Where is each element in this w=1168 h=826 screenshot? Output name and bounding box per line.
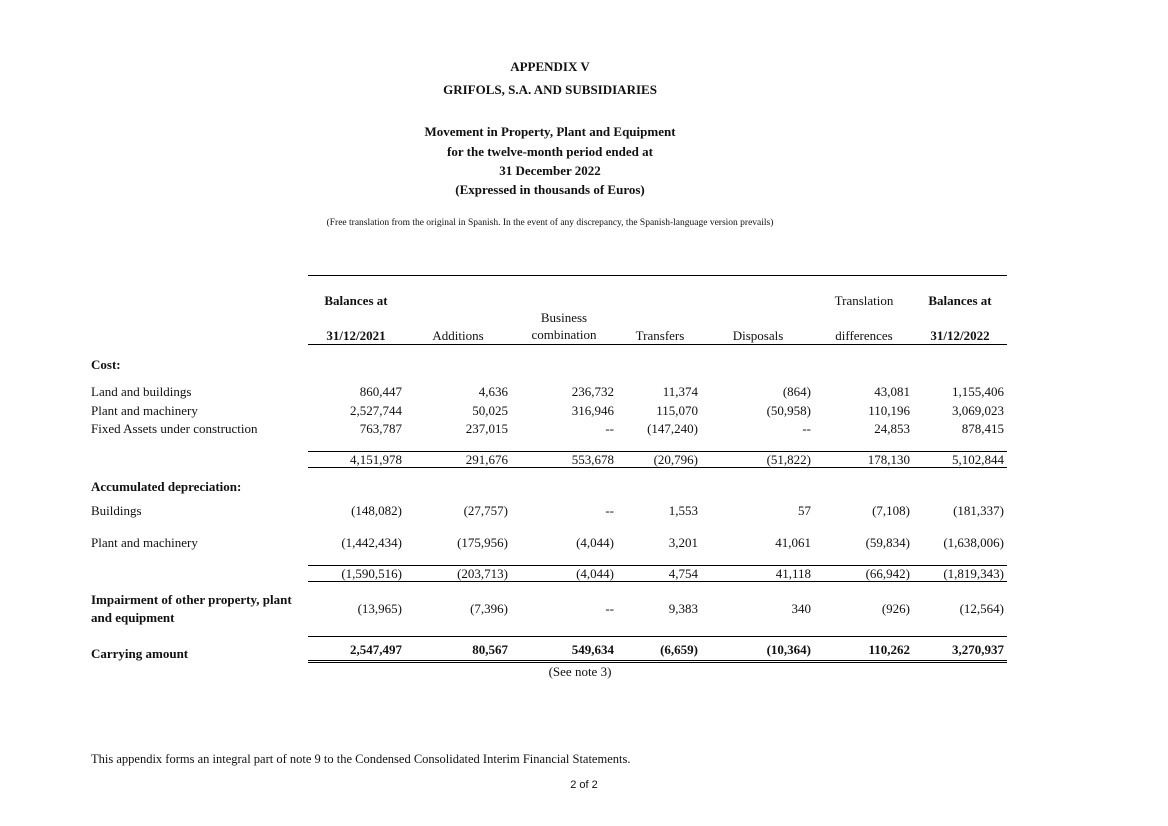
cost-total-top-rule (308, 451, 1007, 452)
value-cell: (6,659) (660, 642, 698, 657)
translation-note: (Free translation from the original in Spanish. In the event of any discrepancy, the Spanish-language version prevails) (326, 218, 774, 228)
value-cell: 43,081 (874, 384, 910, 399)
value-cell: (4,044) (576, 566, 614, 581)
row-label: Buildings (91, 503, 142, 518)
cost-heading: Cost: (91, 357, 121, 372)
carrying-top-rule (308, 636, 1007, 637)
col-translation-top: Translation (834, 293, 894, 308)
value-cell: 110,196 (868, 403, 910, 418)
value-cell: (51,822) (766, 452, 811, 467)
value-cell: (13,965) (357, 601, 402, 616)
value-cell: -- (605, 421, 614, 436)
cost-total-bottom-rule (308, 467, 1007, 468)
value-cell: 2,527,744 (350, 403, 402, 418)
value-cell: (203,713) (457, 566, 508, 581)
value-cell: 763,787 (359, 421, 402, 436)
col-additions: Additions (432, 328, 484, 343)
col-opening-date: 31/12/2021 (326, 328, 386, 343)
value-cell: 549,634 (571, 642, 614, 657)
value-cell: (10,364) (766, 642, 811, 657)
value-cell: 2,547,497 (350, 642, 402, 657)
dep-total-top-rule (308, 565, 1007, 566)
col-closing-date: 31/12/2022 (930, 328, 990, 343)
row-label: Plant and machinery (91, 403, 198, 418)
statement-units: (Expressed in thousands of Euros) (455, 182, 645, 197)
value-cell: (1,590,516) (341, 566, 402, 581)
value-cell: 878,415 (961, 421, 1004, 436)
col-disposals: Disposals (732, 328, 784, 343)
value-cell: 41,118 (775, 566, 811, 581)
value-cell: 1,155,406 (952, 384, 1004, 399)
value-cell: 80,567 (472, 642, 508, 657)
value-cell: 41,061 (775, 535, 811, 550)
value-cell: 237,015 (465, 421, 508, 436)
statement-date: 31 December 2022 (499, 163, 601, 178)
impairment-label-line2: and equipment (91, 610, 175, 625)
carrying-bottom-rule-2 (308, 662, 1007, 663)
value-cell: 178,130 (867, 452, 910, 467)
value-cell: (148,082) (351, 503, 402, 518)
value-cell: (20,796) (653, 452, 698, 467)
table-top-rule (308, 275, 1007, 276)
value-cell: 3,201 (668, 535, 698, 550)
value-cell: 860,447 (359, 384, 402, 399)
value-cell: 4,636 (478, 384, 508, 399)
row-label: Plant and machinery (91, 535, 198, 550)
value-cell: (181,337) (953, 503, 1004, 518)
value-cell: (50,958) (766, 403, 811, 418)
value-cell: -- (605, 601, 614, 616)
value-cell: (4,044) (576, 535, 614, 550)
value-cell: 340 (791, 601, 811, 616)
value-cell: 24,853 (874, 421, 910, 436)
value-cell: (926) (881, 601, 910, 616)
carrying-label: Carrying amount (91, 646, 189, 661)
value-cell: (7,396) (470, 601, 508, 616)
statement-title: Movement in Property, Plant and Equipment (424, 124, 676, 139)
impairment-label-line1: Impairment of other property, plant (91, 592, 292, 607)
value-cell: 115,070 (656, 403, 698, 418)
value-cell: 110,262 (868, 642, 910, 657)
value-cell: 291,676 (465, 452, 508, 467)
col-opening-label: Balances at (324, 293, 388, 308)
value-cell: (12,564) (959, 601, 1004, 616)
value-cell: -- (802, 421, 811, 436)
col-business-bottom: combination (531, 327, 597, 342)
col-translation-bottom: differences (835, 328, 893, 343)
value-cell: 236,732 (571, 384, 614, 399)
value-cell: (27,757) (463, 503, 508, 518)
company-name: GRIFOLS, S.A. AND SUBSIDIARIES (443, 82, 657, 97)
row-label: Fixed Assets under construction (91, 421, 258, 436)
value-cell: (1,442,434) (341, 535, 402, 550)
value-cell: 9,383 (668, 601, 698, 616)
value-cell: 11,374 (662, 384, 698, 399)
value-cell: 5,102,844 (952, 452, 1004, 467)
value-cell: 4,754 (668, 566, 698, 581)
appendix-label: APPENDIX V (510, 59, 590, 74)
value-cell: (864) (782, 384, 811, 399)
value-cell: 3,270,937 (952, 642, 1004, 657)
value-cell: 3,069,023 (952, 403, 1004, 418)
col-transfers: Transfers (635, 328, 685, 343)
value-cell: 553,678 (571, 452, 614, 467)
value-cell: (66,942) (865, 566, 910, 581)
dep-total-bottom-rule (308, 581, 1007, 582)
row-label: Land and buildings (91, 384, 192, 399)
value-cell: (59,834) (865, 535, 910, 550)
carrying-bottom-rule-1 (308, 660, 1007, 661)
value-cell: (147,240) (647, 421, 698, 436)
value-cell: 316,946 (571, 403, 614, 418)
header-bottom-rule (308, 344, 1007, 345)
statement-period: for the twelve-month period ended at (447, 144, 653, 159)
value-cell: 57 (798, 503, 811, 518)
value-cell: -- (605, 503, 614, 518)
see-note: (See note 3) (548, 664, 612, 679)
value-cell: (175,956) (457, 535, 508, 550)
value-cell: 50,025 (472, 403, 508, 418)
value-cell: (1,819,343) (943, 566, 1004, 581)
page-number: 2 of 2 (570, 779, 598, 791)
value-cell: (7,108) (872, 503, 910, 518)
depreciation-heading: Accumulated depreciation: (91, 479, 242, 494)
value-cell: 4,151,978 (350, 452, 402, 467)
footer-note: This appendix forms an integral part of note 9 to the Condensed Consolidated Interim Financial Statements. (91, 752, 631, 766)
col-closing-label: Balances at (928, 293, 992, 308)
col-business-top: Business (540, 310, 588, 325)
value-cell: (1,638,006) (943, 535, 1004, 550)
value-cell: 1,553 (668, 503, 698, 518)
